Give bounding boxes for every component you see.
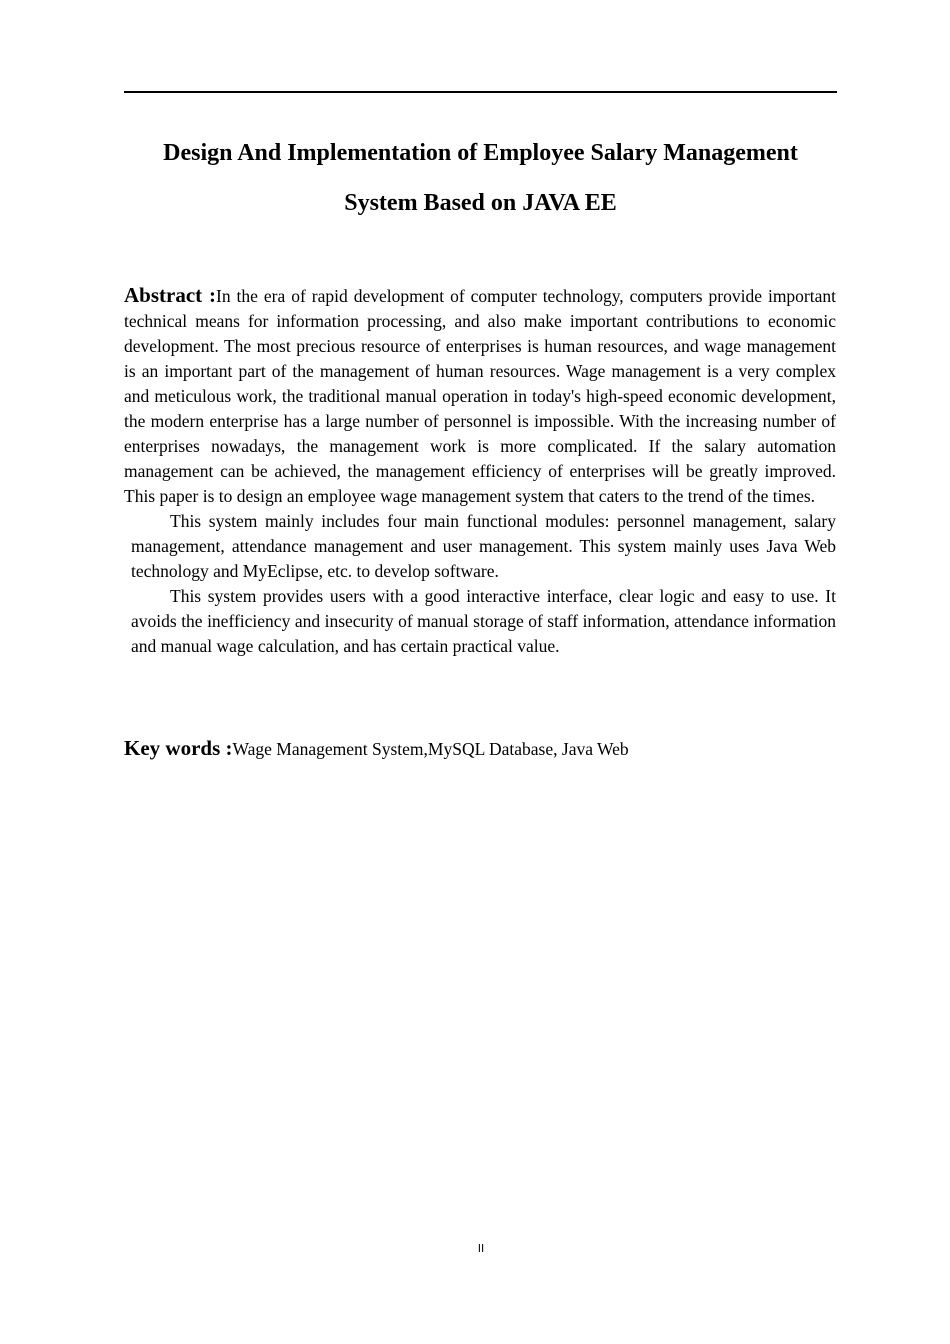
abstract-label: Abstract : xyxy=(124,283,216,307)
keywords-label: Key words : xyxy=(124,736,233,760)
header-rule xyxy=(124,91,837,93)
abstract-paragraph-1-text: In the era of rapid development of computer technology, computers provide important technical means for information processing, and also make important contributions to economic development. The most precious resource of enterprises is human resources, and wage management is an important part of the management of human resources. Wage management is a very complex and meticulous work, the traditional manual operation in today's high-speed economic development, the modern enterprise has a large number of personnel is impossible. With the increasing number of enterprises nowadays, the management work is more complicated. If the salary automation management can be achieved, the management efficiency of enterprises will be greatly improved. This paper is to design an employee wage management system that caters to the trend of the times. xyxy=(124,286,836,506)
keywords-section xyxy=(124,733,836,764)
title-line-1: Design And Implementation of Employee Salary Management xyxy=(163,140,798,166)
title-line-2: System Based on JAVA EE xyxy=(344,190,617,216)
abstract-paragraph-1 xyxy=(124,283,836,509)
abstract-paragraph-3: This system provides users with a good interactive interface, clear logic and easy to use. It avoids the inefficiency and insecurity of manual storage of staff information, attendance information and manual wage calculation, and has certain practical value. xyxy=(131,586,836,656)
abstract-section xyxy=(124,283,836,659)
paper-title xyxy=(124,128,837,228)
keywords-text: Wage Management System,MySQL Database, Java Web xyxy=(232,739,629,759)
abstract-paragraph-2: This system mainly includes four main functional modules: personnel management, salary management, attendance management and user management. This system mainly uses Java Web technology and MyEclipse, etc. to develop software. xyxy=(131,511,836,581)
page-number: II xyxy=(477,1242,485,1255)
